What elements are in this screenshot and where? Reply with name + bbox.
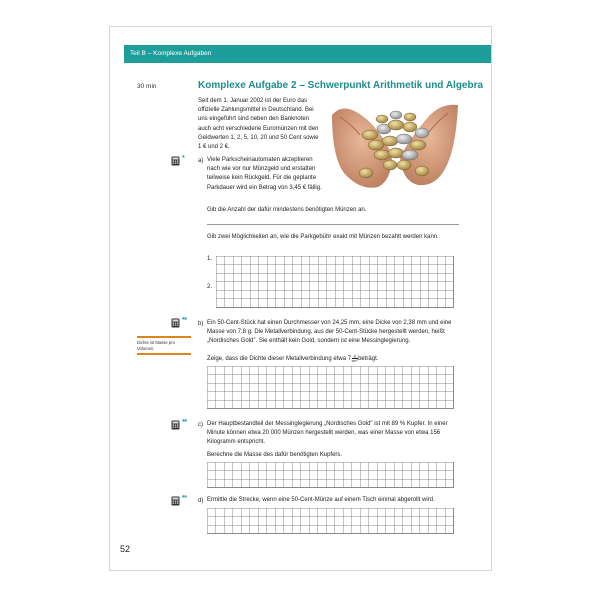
- page-title: Komplexe Aufgabe 2 – Schwerpunkt Arithmetik und Algebra: [198, 80, 484, 91]
- difficulty-stars: **: [182, 317, 187, 324]
- task-a-text: Viele Parkscheinautomaten akzeptieren nach wie vor nur Münzgeld und erstatten teilweise kein Rückgeld. Für die geplante Parkdauer wird ein Betrag von 3,45 € fällig.: [207, 157, 322, 191]
- task-d-text: Ermittle die Strecke, wenn eine 50-Cent-Münze auf einem Tisch einmal abgerollt wird.: [207, 497, 435, 503]
- task-a-question-2: Gib zwei Möglichkeiten an, wie die Parkgebühr exakt mit Münzen bezahlt werden kann.: [207, 234, 439, 240]
- calculator-icon: [171, 156, 180, 166]
- task-d-label: d): [198, 498, 204, 504]
- task-b-label: b): [198, 321, 204, 327]
- task-c-text: Der Hauptbestandteil der Messinglegierung „Nordisches Gold" ist mit 89 % Kupfer. In einer Minute können etwa 20 000 Münzen hergestellt werden, was einer Masse von etwa 156 Kilogramm entspricht.: [207, 421, 448, 446]
- answer-grid-a[interactable]: [216, 256, 454, 308]
- calculator-icon: [171, 420, 180, 430]
- task-b-prompt: [207, 354, 459, 364]
- intro-text: Seit dem 1. Januar 2002 ist der Euro das offizielle Zahlungsmittel in Deutschland. Bei uns eingeführt sind neben den Banknoten auch acht verschiedene Euromünzen mit den Geldwerten 1, 2, 5, 10, 20 und 50 Cent sowie 1 € und 2 €.: [198, 98, 319, 151]
- hint-box: Dichte ist Masse pro Volumen.: [137, 336, 191, 355]
- option-1-label: 1.: [207, 256, 213, 262]
- task-c-label: c): [198, 422, 203, 428]
- difficulty-stars: **: [182, 495, 187, 502]
- time-label: 30 min: [137, 83, 157, 90]
- density-fraction: $\frac{g}{\text{cm³}}$: [351, 354, 358, 363]
- answer-line: [207, 224, 459, 225]
- difficulty-stars: **: [182, 419, 187, 426]
- section-banner: Teil B – Komplexe Aufgaben: [124, 45, 491, 63]
- answer-grid-d[interactable]: [207, 508, 454, 534]
- answer-grid-c[interactable]: [207, 462, 454, 488]
- coins-in-hands-image: [330, 95, 460, 195]
- calculator-icon: [171, 496, 180, 506]
- calculator-icon: [171, 318, 180, 328]
- task-a-label: a): [198, 158, 204, 164]
- task-a-question-1: Gib die Anzahl der dafür mindestens benötigten Münzen an.: [207, 207, 367, 213]
- option-2-label: 2.: [207, 284, 213, 290]
- task-b-text: Ein 50-Cent-Stück hat einen Durchmesser von 24,25 mm, eine Dicke von 2,38 mm und eine Masse von 7,8 g. Die Metallverbindung, aus der 50-Cent-Stücke hergestellt werden, heißt „Nordisches Gold". Sie enthält kein Gold, sondern ist eine Messinglegierung.: [207, 320, 452, 345]
- difficulty-stars: *: [182, 155, 185, 162]
- page-number: 52: [120, 544, 131, 554]
- task-b-prompt-end: beträgt.: [358, 356, 379, 363]
- answer-grid-b[interactable]: [207, 366, 454, 409]
- task-c-question: Berechne die Masse des dafür benötigten Kupfers.: [207, 452, 343, 458]
- task-b-prompt-start: Zeige, dass die Dichte dieser Metallverbindung etwa 7: [207, 356, 352, 363]
